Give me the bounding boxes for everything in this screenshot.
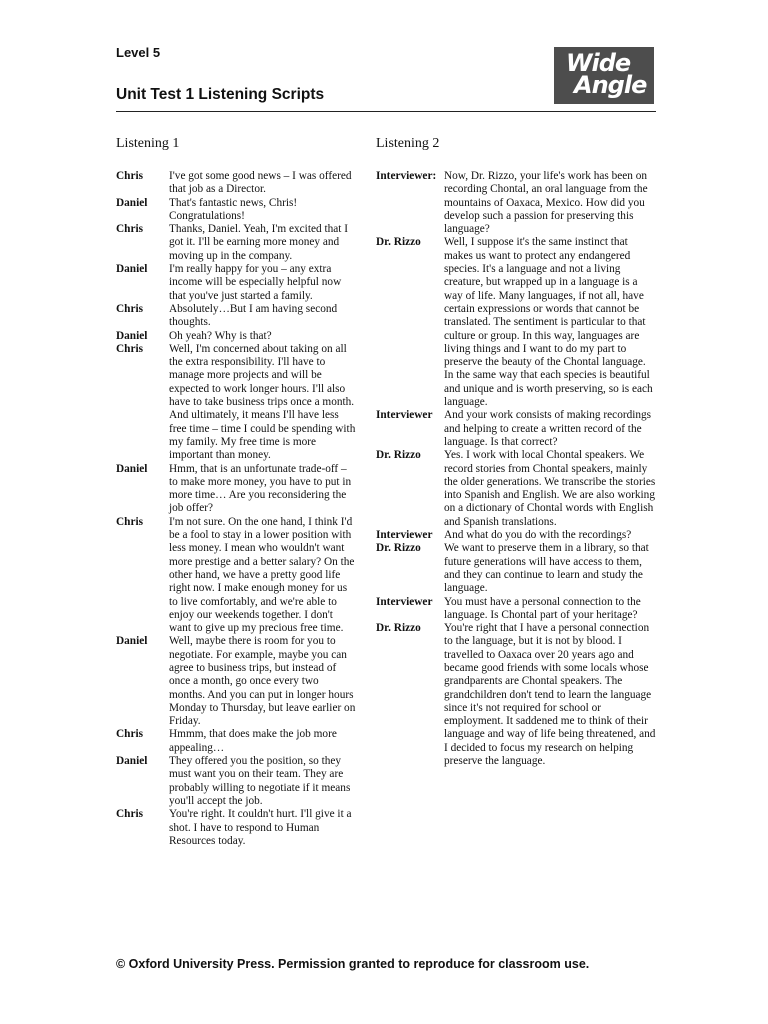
- wide-angle-logo: [554, 47, 654, 104]
- speaker-name: Chris: [116, 342, 143, 355]
- speaker-name: Chris: [116, 515, 143, 528]
- dialogue-turn: [376, 542, 656, 595]
- speaker-name: Dr. Rizzo: [376, 622, 421, 635]
- listening-1-heading: Listening 1: [116, 136, 180, 151]
- speaker-name: Chris: [116, 170, 143, 182]
- speech-text: You're right that I have a personal connection to the language, but it is not by blood. I travelled to Oaxaca over 20 years ago and became good friends with some locals whose grandparents are Chontal speakers. The grandchildren don't tend to learn the language since it's not required for school or employment. It saddened me to think of their language and way of life being threatened, and I decided to focus my research on helping preserve the language.: [444, 622, 656, 768]
- dialogue-turn: [116, 223, 356, 263]
- speaker-name: Interviewer:: [376, 170, 437, 182]
- speaker-name: Dr. Rizzo: [376, 236, 421, 249]
- dialogue-turn: [116, 343, 356, 463]
- logo-line-1: Wide: [566, 49, 631, 77]
- speech-text: Yes. I work with local Chontal speakers. We record stories from Chontal speakers, mainly the older generations. We transcribe the stories into Spanish and English. We are also working on a dictionary of Chontal words with English and Spanish translations.: [444, 449, 656, 528]
- speaker-name: Chris: [116, 302, 143, 315]
- listening-2-column: [376, 136, 656, 768]
- speech-text: Well, maybe there is room for you to negotiate. For example, maybe you can agree to business trips, but instead of once a month, go once every two months. And you can put in longer hours Monday to Thursday, but leave earlier on Friday.: [169, 635, 356, 728]
- dialogue-turn: [376, 170, 656, 236]
- logo-line-2: Angle: [574, 71, 647, 99]
- speaker-name: Chris: [116, 223, 143, 236]
- speech-text: We want to preserve them in a library, so that future generations will have access to them, and they can continue to learn and study the language.: [444, 542, 649, 595]
- speech-text: Well, I'm concerned about taking on all the extra responsibility. I'll have to manage more projects and will be expected to work longer hours. I'll also have to take business trips once a month. And ultimately, it means I'll have less free time – time I could be spending with my family. My free time is more important than money.: [169, 342, 356, 462]
- speech-text: And your work consists of making recordings and helping to create a written record of the language. Is that correct?: [444, 409, 652, 448]
- listening-2-heading: Listening 2: [376, 136, 440, 151]
- listening-2-transcript: [376, 170, 656, 768]
- speaker-name: Daniel: [116, 329, 148, 342]
- speaker-name: Daniel: [116, 755, 148, 768]
- speech-text: And what do you do with the recordings?: [444, 529, 632, 542]
- speech-text: You must have a personal connection to the language. Is Chontal part of your heritage?: [444, 595, 641, 621]
- dialogue-turn: [376, 622, 656, 768]
- copyright-footer: © Oxford University Press. Permission granted to reproduce for classroom use.: [116, 957, 590, 971]
- dialogue-turn: [116, 516, 356, 636]
- speaker-name: Chris: [116, 728, 143, 741]
- speaker-name: Dr. Rizzo: [376, 542, 421, 555]
- page-title: Unit Test 1 Listening Scripts: [116, 86, 325, 103]
- speaker-name: Daniel: [116, 635, 148, 648]
- dialogue-turn: [116, 728, 356, 755]
- speech-text: Now, Dr. Rizzo, your life's work has been on recording Chontal, an oral language from the mountains of Oaxaca, Mexico. How did you develop such a passion for preserving this language?: [444, 170, 648, 236]
- speech-text: I'm not sure. On the one hand, I think I'd be a fool to stay in a lower position with less money. I mean who wouldn't want more prestige and a better salary? On the other hand, we have a pretty good life right now. I make enough money for us to live comfortably, and we're able to enjoy our weekends together. I don't want to give up my precious free time.: [169, 515, 355, 635]
- dialogue-turn: [116, 263, 356, 303]
- speaker-name: Daniel: [116, 462, 148, 475]
- dialogue-turn: [116, 463, 356, 516]
- header-divider: [116, 111, 656, 112]
- dialogue-turn: [116, 303, 356, 330]
- dialogue-turn: [116, 170, 356, 197]
- speaker-name: Chris: [116, 808, 143, 821]
- speech-text: You're right. It couldn't hurt. I'll give it a shot. I have to respond to Human Resources today.: [169, 808, 352, 847]
- dialogue-turn: [376, 529, 656, 542]
- speech-text: They offered you the position, so they must want you on their team. They are probably willing to negotiate if it means you'll accept the job.: [169, 755, 351, 807]
- dialogue-turn: [376, 596, 656, 623]
- speaker-name: Daniel: [116, 196, 148, 209]
- speaker-name: Interviewer: [376, 409, 433, 422]
- listening-1-column: [116, 136, 356, 848]
- speaker-name: Interviewer: [376, 595, 433, 608]
- speaker-name: Dr. Rizzo: [376, 449, 421, 462]
- dialogue-turn: [376, 449, 656, 529]
- speech-text: Hmmm, that does make the job more appealing…: [169, 728, 337, 754]
- speech-text: Thanks, Daniel. Yeah, I'm excited that I got it. I'll be earning more money and moving up in the company.: [169, 223, 348, 262]
- dialogue-turn: [376, 236, 656, 409]
- speech-text: Hmm, that is an unfortunate trade-off – to make more money, you have to put in more time… Are you reconsidering the job offer?: [169, 462, 352, 515]
- dialogue-turn: [116, 755, 356, 808]
- level-label: Level 5: [116, 45, 161, 60]
- dialogue-turn: [376, 409, 656, 449]
- speech-text: Oh yeah? Why is that?: [169, 329, 272, 342]
- dialogue-turn: [116, 330, 356, 343]
- speech-text: Well, I suppose it's the same instinct that makes us want to protect any endangered species. It's a language and not a living creature, but wrapped up in a language is a way of life. Many languages, if not all, have certain expressions or words that cannot be translated. The sentiment is particular to that culture or group. In this way, languages are living things and I want to do my part to preserve the beauty of the Chontal language. In the same way that each species is beautiful and unique and is worth preserving, so is each language.: [444, 236, 653, 409]
- speech-text: I'm really happy for you – any extra income will be especially helpful now that you've just started a family.: [169, 263, 342, 302]
- speaker-name: Daniel: [116, 263, 148, 276]
- dialogue-turn: [116, 197, 356, 224]
- speech-text: Absolutely…But I am having second thoughts.: [169, 302, 338, 329]
- listening-1-transcript: [116, 170, 356, 848]
- dialogue-turn: [116, 635, 356, 728]
- speech-text: I've got some good news – I was offered that job as a Director.: [169, 170, 352, 196]
- speech-text: That's fantastic news, Chris! Congratulations!: [169, 196, 298, 222]
- dialogue-turn: [116, 808, 356, 848]
- speaker-name: Interviewer: [376, 529, 433, 542]
